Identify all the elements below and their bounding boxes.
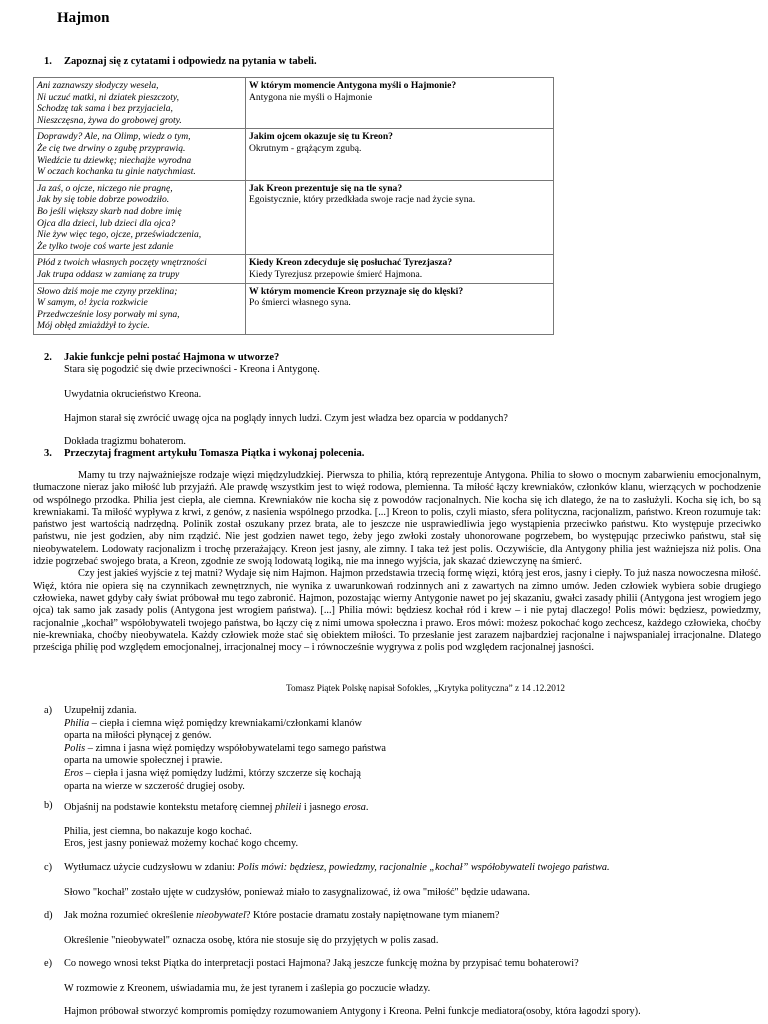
quote-line: Przedwcześnie losy porwały mi syna, <box>37 308 180 320</box>
term: Polis <box>64 742 86 754</box>
question-cell <box>246 283 554 334</box>
term: Eros <box>64 767 84 779</box>
task-a-line <box>64 718 386 731</box>
task-b-instruction: Objaśnij na podstawie kontekstu metaforę ciemnej phileii i jasnego erosa. <box>64 802 369 813</box>
question-2-answer-1: Stara się pogodzić się dwie przeciwności - Kreona i Antygonę. <box>64 364 320 375</box>
task-d-answer: Określenie "nieobywatel" oznacza osobę, która nie stosuje się do przyjętych w polis zasad. <box>64 935 439 946</box>
definition: oparta na umowie społecznej i prawie. <box>64 755 223 767</box>
table-row <box>34 78 554 129</box>
table-row <box>34 283 554 334</box>
quote-line: Nie żyw więc tego, ojcze, przeświadczenia, <box>37 229 202 241</box>
task-d-label: d) <box>44 910 53 921</box>
definition: – ciepła i ciemna więź pomiędzy krewniakami/członkami klanów <box>89 717 362 729</box>
question-2-number: 2. <box>44 352 52 363</box>
task-d-instruction: Jak można rozumieć określenie nieobywatel? Które postacie dramatu zostały napiętnowane tym mianem? <box>64 910 500 921</box>
table-question: W którym momencie Antygona myśli o Hajmonie? <box>249 80 457 91</box>
quote-cell <box>34 255 246 283</box>
quote-line: Mój obłęd zmiażdżył to życie. <box>37 320 150 332</box>
quote-line: Ani zaznawszy słodyczy wesela, <box>37 80 159 91</box>
question-cell <box>246 255 554 283</box>
quotes-table <box>33 77 554 335</box>
task-a-line <box>64 730 386 743</box>
definition: oparta na wierze w szczerość drugiej osoby. <box>64 780 245 792</box>
quote-cell <box>34 129 246 180</box>
table-question: Kiedy Kreon zdecyduje się posłuchać Tyrezjasza? <box>249 257 453 269</box>
task-a-label: a) <box>44 705 52 716</box>
quote-cell <box>34 78 246 129</box>
task-e-instruction: Co nowego wnosi tekst Piątka do interpretacji postaci Hajmona? Jaką jeszcze funkcję można by przypisać temu bohaterowi? <box>64 958 579 969</box>
question-cell <box>246 78 554 129</box>
quote-line: Ja zaś, o ojcze, niczego nie pragnę, <box>37 182 173 194</box>
quote-line: Schodzę tak sama i bez przyjaciela, <box>37 103 173 115</box>
task-b-answer-1: Philia, jest ciemna, bo nakazuje kogo kochać. <box>64 826 252 837</box>
question-1-number: 1. <box>44 56 52 67</box>
quote-line: Ojca dla dzieci, lub dzieci dla ojca? <box>37 217 176 229</box>
quote-line: Słowo dziś moje me czyny przeklina; <box>37 285 178 297</box>
question-2-answer-2: Uwydatnia okrucieństwo Kreona. <box>64 389 202 400</box>
question-3-text: Przeczytaj fragment artykułu Tomasza Piątka i wykonaj polecenia. <box>64 448 365 459</box>
task-c-answer: Słowo "kochał" zostało ujęte w cudzysłów, ponieważ miało to zasygnalizować, iż owa "miłość" będzie udawana. <box>64 887 530 898</box>
quote-line: Jak by się tobie dobrze powodziło. <box>37 194 170 206</box>
quote-cell <box>34 283 246 334</box>
term: Philia <box>64 717 90 729</box>
quote-line: Ni uczuć matki, ni dziatek pieszczoty, <box>37 91 180 103</box>
task-e-label: e) <box>44 958 52 969</box>
definition: – ciepła i jasna więź pomiędzy ludźmi, którzy szczerze się kochają <box>83 767 361 779</box>
table-row <box>34 180 554 255</box>
quote-cell <box>34 180 246 255</box>
table-row <box>34 255 554 283</box>
quote-line: Że tylko twoje coś warte jest zdanie <box>37 240 174 252</box>
definition: – zimna i jasna więź pomiędzy współobywatelami tego samego państwa <box>85 742 386 754</box>
table-answer: Egoistycznie, który przedkłada swoje racje nad życie syna. <box>249 194 476 206</box>
question-2-text: Jakie funkcje pełni postać Hajmona w utworze? <box>64 352 280 363</box>
article-excerpt <box>33 470 761 654</box>
task-a-line <box>64 781 386 794</box>
quote-line: Jak trupa oddasz w zamianę za trupy <box>37 268 180 280</box>
table-question: Jak Kreon prezentuje się na tle syna? <box>249 182 403 194</box>
task-e-answer-1: W rozmowie z Kreonem, uświadamia mu, że jest tyranem i zaślepia go poczucie władzy. <box>64 983 431 994</box>
table-answer: Antygona nie myśli o Hajmonie <box>249 91 373 103</box>
question-2-answer-4: Dokłada tragizmu bohaterom. <box>64 436 186 447</box>
task-c-label: c) <box>44 862 52 873</box>
task-c-instruction: Wytłumacz użycie cudzysłowu w zdaniu: Polis mówi: będziesz, powiedzmy, racjonalnie „kochał” współobywateli twojego państwa. <box>64 862 610 873</box>
article-paragraph-2: Czy jest jakieś wyjście z tej matni? Wydaje się nim Hajmon. Hajmon przedstawia trzecią formę więzi, którą jest eros, jasny i ciepły. To już nasza nowoczesna miłość. Więź, która nie opiera się na czynnikach zewnętrznych, nie wynika z uwarunkowań rodzinnych ani z zawartych na zimno umów. Jeden człowiek wybiera sobie drugiego człowieka, nawet gdyby cały świat próbował mu tego zabronić. Hajmon, pozostając wierny Antygonie nawet po jej skazaniu, gwałci zasady philii (Antygona jest wrogiem jego ojca) tak samo jak zasady polis (Antygona jest wrogiem państwa). [...] Philia mówi: będziesz kochał ród i krew – i nie pytaj dlaczego! Polis mówi: będziesz, powiedzmy, racjonalnie „kochał” współobywateli twojego państwa, bo łączy cię z nimi umowa społeczna i prawo. Eros mówi: możesz pokochać kogo zechcesz, każdego człowieka, choćby nie-krewniaka, choćby nieobywatela. Każdy człowiek może stać się obiektem miłości. To przesłanie jest zarazem najbardziej racjonalne i najwspanialej irracjonalne. Dlatego prześciga philię pod względem emocjonalnej, irracjonalnej mocy – i równocześnie wygrywa z polis pod względem racjonalnej jasności. <box>33 568 761 654</box>
task-a <box>64 705 386 793</box>
task-a-line <box>64 755 386 768</box>
table-answer: Po śmierci własnego syna. <box>249 297 351 309</box>
quote-line: W samym, o! życia rozkwicie <box>37 297 148 309</box>
task-a-line <box>64 768 386 781</box>
task-a-lines <box>64 718 386 794</box>
table-question: W którym momencie Kreon przyznaje się do klęski? <box>249 285 464 297</box>
quote-line: Że cię twe drwiny o zgubę przyprawią. <box>37 142 186 154</box>
article-paragraph-1: Mamy tu trzy najważniejsze rodzaje więzi międzyludzkiej. Pierwsza to philia, którą reprezentuje Antygona. Philia to słowo o mocnym zabarwieniu emocjonalnym, tłumaczone nieraz jako miłość lub przyjaźń. Ale prawdę wszystkim jest to więź rodowa, plemienna. Ta miłość łączy krewniaków, członków klanu, wierzących w pochodzenie od wspólnego przodka. Philia jest ciepła, ale ciemna. Krewniaków nie kocha się z powodów racjonalnych. Nie kocha się ich dlatego, że na to zasłużyli. Kocha się ich, bo są krewniakami. Ta miłość wypływa z krwi, z genów, z nasienia wspólnego przodka. [...] Kreon to polis, czyli miasto, sfera polityczna, racjonalizm, państwo. Kreon rozumuje tak: państwo jest wartością nadrzędną. Polinik został oszukany przez brata, ale to jeszcze nie usprawiedliwia jego wystąpienia przeciwko państwu. Kto występuje przeciwko państwu, nie jest godzien, aby nim rządzić. Nie jest godzien nawet tego, żeby jego zwłoki zostały uhonorowane pogrzebem, bo występując przeciwko państwu, stał się nieobywatelem. Lodowaty racjonalizm i trochę przerażający. Kreon jest jasny, ale zimny. I taka też jest polis. Oczywiście, dla Antygony philia jest ważniejsza niż polis. Ona idzie pogrzebać swojego brata, a Kreon, zgodnie ze swoją lodowatą logiką, nie ma innego wyjścia, jak skazać dziewczynę na śmierć. <box>33 470 761 568</box>
question-cell <box>246 129 554 180</box>
table-answer: Kiedy Tyrezjusz przepowie śmierć Hajmona. <box>249 268 423 280</box>
table-answer: Okrutnym - grążącym zgubą. <box>249 142 362 154</box>
page-title: Hajmon <box>57 10 110 26</box>
quote-line: Bo jeśli większy skarb nad dobre imię <box>37 205 182 217</box>
task-b-answer-2: Eros, jest jasny ponieważ możemy kochać kogo chcemy. <box>64 838 299 849</box>
question-1-text: Zapoznaj się z cytatami i odpowiedz na pytania w tabeli. <box>64 56 317 67</box>
table-row <box>34 129 554 180</box>
task-a-instruction: Uzupełnij zdania. <box>64 705 137 716</box>
task-a-line <box>64 743 386 756</box>
task-b-label: b) <box>44 800 53 811</box>
article-source: Tomasz Piątek Polskę napisał Sofokles, „Krytyka polityczna” z 14 .12.2012 <box>286 683 566 693</box>
quote-line: Doprawdy? Ale, na Olimp, wiedz o tym, <box>37 131 191 143</box>
quote-line: Płód z twoich własnych poczęty wnętrzności <box>37 257 207 269</box>
quote-line: Wiedźcie tu dziewkę; niechajże wyrodna <box>37 154 192 166</box>
definition: oparta na miłości płynącej z genów. <box>64 730 212 742</box>
question-3-number: 3. <box>44 448 52 459</box>
question-cell <box>246 180 554 255</box>
question-2-answer-3: Hajmon starał się zwrócić uwagę ojca na poglądy innych ludzi. Czym jest władza bez oparcia w poddanych? <box>64 413 508 424</box>
quote-line: W oczach kochanka tu ginie natychmiast. <box>37 166 196 178</box>
table-question: Jakim ojcem okazuje się tu Kreon? <box>249 131 393 143</box>
task-e-answer-2: Hajmon próbował stworzyć kompromis pomiędzy rozumowaniem Antygony i Kreona. Pełni funkcje mediatora(osoby, która łagodzi spory). <box>64 1006 641 1017</box>
quote-line: Nieszczęsna, żywa do grobowej groty. <box>37 114 182 126</box>
